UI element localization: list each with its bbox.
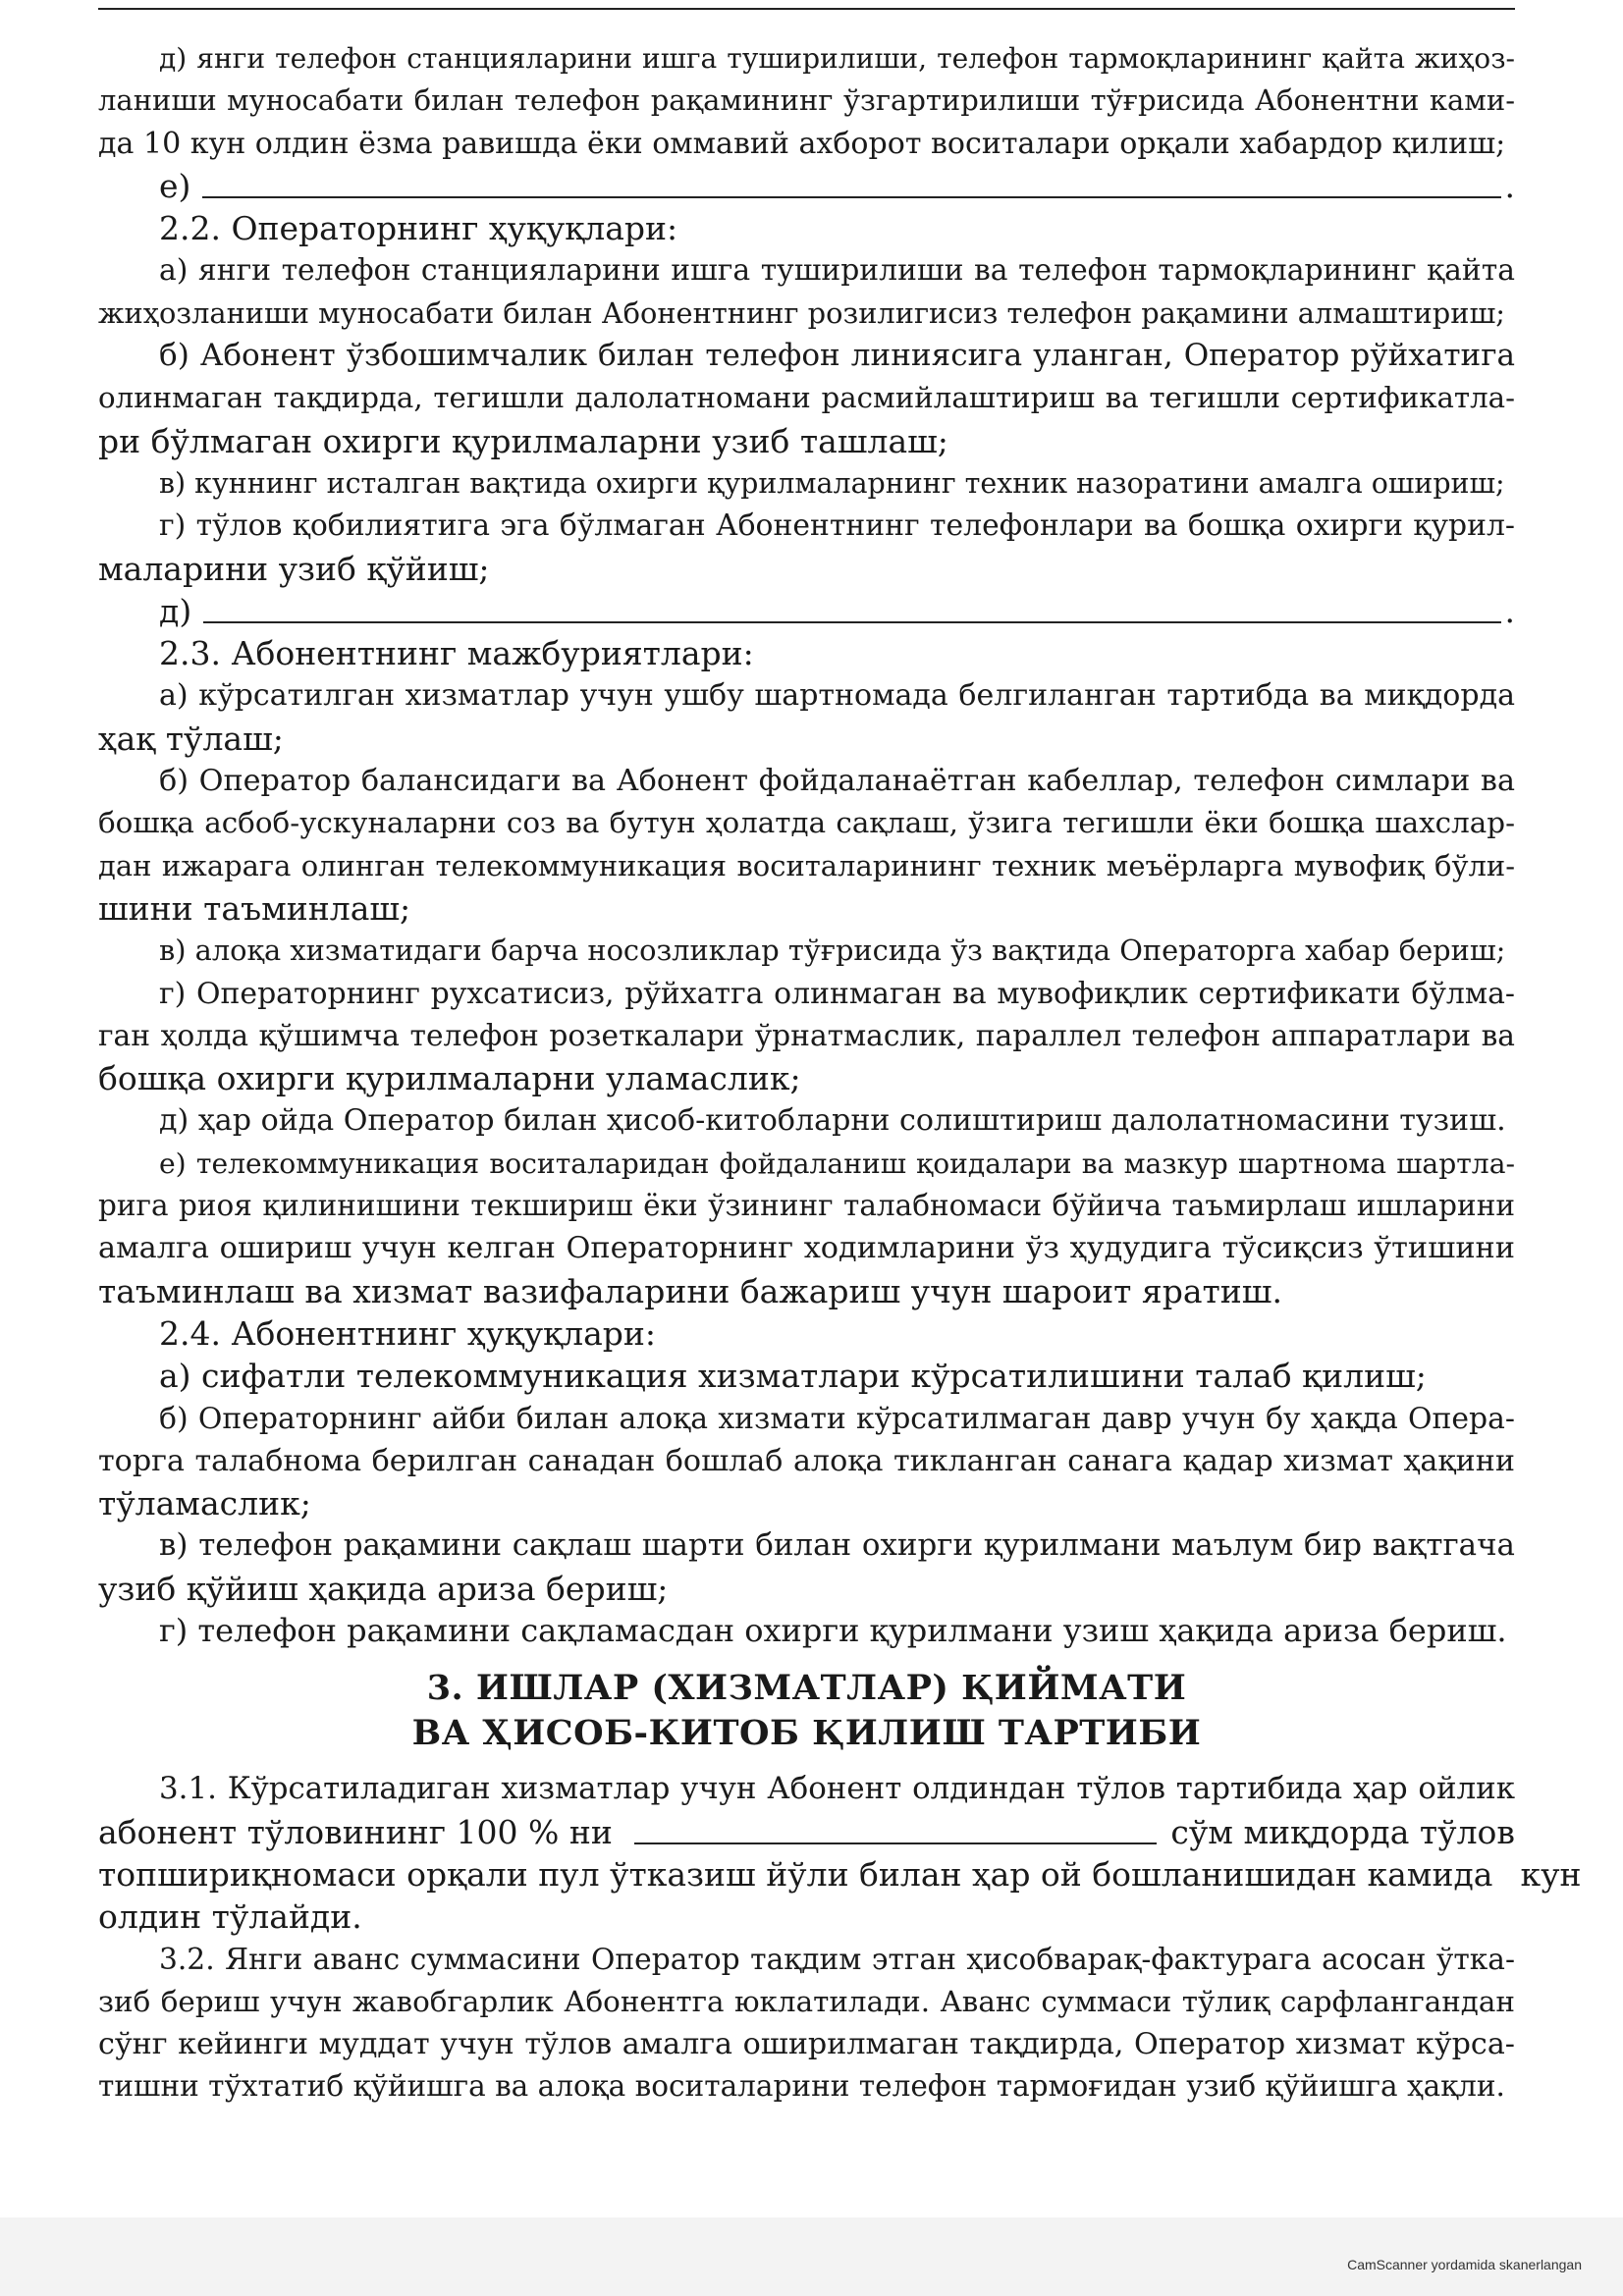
section-heading-line-1: 3. ИШЛАР (ХИЗМАТЛАР) ҚИЙМАТИ [426,1668,1187,1709]
text-line: ри бўлмаган охирги қурилмаларни узиб ташлаш; [98,421,948,460]
text-line: а) янги телефон станцияларини ишга туширилиши ва телефон тармоқларининг қайта [159,253,1515,289]
text-line: ган ҳолда қўшимча телефон розеткалари ўрнатмаслик, параллел телефон аппаратлари ва [98,1018,1515,1053]
text-line: да 10 кун олдин ёзма равишда ёки оммавий ахборот воситалари орқали хабардор қилиш; [98,126,1506,161]
clause-3-2 [98,1938,1515,2108]
text-line: а) сифатли телекоммуникация хизматлари кўрсатилишини талаб қилиш; [159,1357,1427,1396]
text-line: бошқа асбоб-ускуналарни соз ва бутун ҳолатда сақлаш, ўзига тегишли ёки бошқа шахслар- [98,806,1515,840]
text-line: таъминлаш ва хизмат вазифаларини бажариш учун шароит яратиш. [98,1271,1282,1310]
text-line: д) янги телефон станцияларини ишга туширилиши, телефон тармоқларининг қайта жиҳоз- [159,42,1515,75]
text-line: сўнг кейинги муддат учун тўлов амалга оширилмаган тақдирда, Оператор хизмат кўрса- [98,2027,1515,2062]
text-line: в) телефон рақамини сақлаш шарти билан охирги қурилмани маълум бир вақтгача [159,1527,1515,1564]
text-line: 2.3. Абонентнинг мажбуриятлари: [159,634,754,673]
text-line: б) Абонент ўзбошимчалик билан телефон линиясига уланган, Оператор рўйхатига [159,338,1515,374]
blank-line-label: д) [159,591,192,630]
text-line: 2.4. Абонентнинг ҳуқуқлари: [159,1313,657,1353]
text-line: е) телекоммуникация воситаларидан фойдаланиш қоидалари ва мазкур шартнома шартла- [159,1147,1515,1180]
text-line: узиб қўйиш ҳақида ариза бериш; [98,1569,669,1608]
text-line: г) телефон рақамини сақламасдан охирги қурилмани узиш ҳақида ариза бериш. [159,1611,1507,1649]
text-line: зиб бериш учун жавобгарлик Абонентга юклатилади. Аванс суммаси тўлиқ сарфлангандан [98,1984,1515,2018]
text-line: ҳақ тўлаш; [98,719,284,758]
clause-3-1-line-2: абонент тўловининг 100 % ни сўм миқдорда тўлов [98,1812,1515,1851]
text-line: маларини узиб қўйиш; [98,549,490,588]
text-line: дан ижарага олинган телекоммуникация воситаларининг техник меъёрларга мувофиқ бўли- [98,848,1515,882]
clause-3-1-line-4: олдин тўлайди. [98,1897,362,1937]
blank-underline[interactable] [203,621,1500,623]
text-line: а) кўрсатилган хизматлар учун ушбу шартномада белгиланган тартибда ва миқдорда [159,678,1515,714]
document-page [98,37,1582,2109]
text-line: ланиши муносабати билан телефон рақамининг ўзгартирилиши тўғрисида Абонентни ками- [98,83,1515,118]
clause-3-1-line-1: 3.1. Кўрсатиладиган хизматлар учун Абонент олдиндан тўлов тартибида ҳар ойлик [159,1771,1515,1807]
text-line: торга талабнома берилган санадан бошлаб алоқа тикланган санага қадар хизмат ҳақини [98,1443,1515,1478]
text-line: бошқа охирги қурилмаларни уламаслик; [98,1059,801,1098]
text-line: г) тўлов қобилиятига эга бўлмаган Абонентнинг телефонлари ва бошқа охирги қурил- [159,508,1515,544]
text-line: тўламаслик; [98,1484,311,1523]
text-line: тишни тўхтатиб қўйишга ва алоқа воситаларини телефон тармоғидан узиб қўйишга ҳақли. [98,2069,1505,2104]
text-line: г) Операторнинг рухсатисиз, рўйхатга олинмаган ва мувофиқлик сертификати бўлма- [159,976,1515,1011]
blank-line-label: е) [159,166,191,205]
text-line: олинмаган тақдирда, тегишли далолатномани расмийлаштириш ва тегишли сертификатла- [98,381,1515,415]
text-line: рига риоя қилинишини текшириш ёки ўзининг талабномаси бўйича таъмирлаш ишларини [98,1189,1515,1223]
amount-blank[interactable] [634,1842,1158,1844]
text-line: 3.2. Янги аванс суммасини Оператор тақдим этган ҳисобварақ-фактурага асосан ўтка- [159,1942,1515,1977]
text-line: жиҳозланиши муносабати билан Абонентнинг розилигисиз телефон рақамини алмаштириш; [98,295,1505,330]
clause-3-1-line-3: топшириқномаси орқали пул ўтказиш йўли билан ҳар ой бошланишидан камида кун [98,1854,1582,1894]
text-line: шини таъминлаш; [98,888,411,928]
text-line: в) куннинг исталган вақтида охирги қурилмаларнинг техник назоратини амалга ошириш; [159,466,1505,500]
paragraph-group-top [98,37,1515,165]
paragraph-group-2-3-2-4 [98,632,1515,1652]
text-line: б) Операторнинг айби билан алоқа хизмати кўрсатилмаган давр учун бу ҳақда Опера- [159,1401,1515,1436]
paragraph-group-2-2 [98,207,1515,590]
text-line: амалга ошириш учун келган Операторнинг ходимларини ўз ҳудудига тўсиқсиз ўтишини [98,1231,1515,1266]
text-line: 2.2. Операторнинг ҳуқуқлари: [159,209,678,248]
scanner-watermark: CamScanner yordamida skanerlangan [1347,2257,1582,2272]
section-heading-line-2: ВА ҲИСОБ-КИТОБ ҚИЛИШ ТАРТИБИ [411,1713,1202,1754]
blank-line-e[interactable]: е) . [98,165,1515,207]
text-line: в) алоқа хизматидаги барча носозликлар тўғрисида ўз вақтида Операторга хабар бериш; [159,934,1506,968]
top-rule [98,8,1515,10]
blank-underline[interactable] [202,196,1500,198]
text-line: д) ҳар ойда Оператор билан ҳисоб-китобларни солиштириш далолатномасини тузиш. [159,1103,1506,1139]
blank-line-d[interactable]: д) . [98,590,1515,632]
text-line: б) Оператор балансидаги ва Абонент фойдаланаётган кабеллар, телефон симлари ва [159,764,1515,799]
